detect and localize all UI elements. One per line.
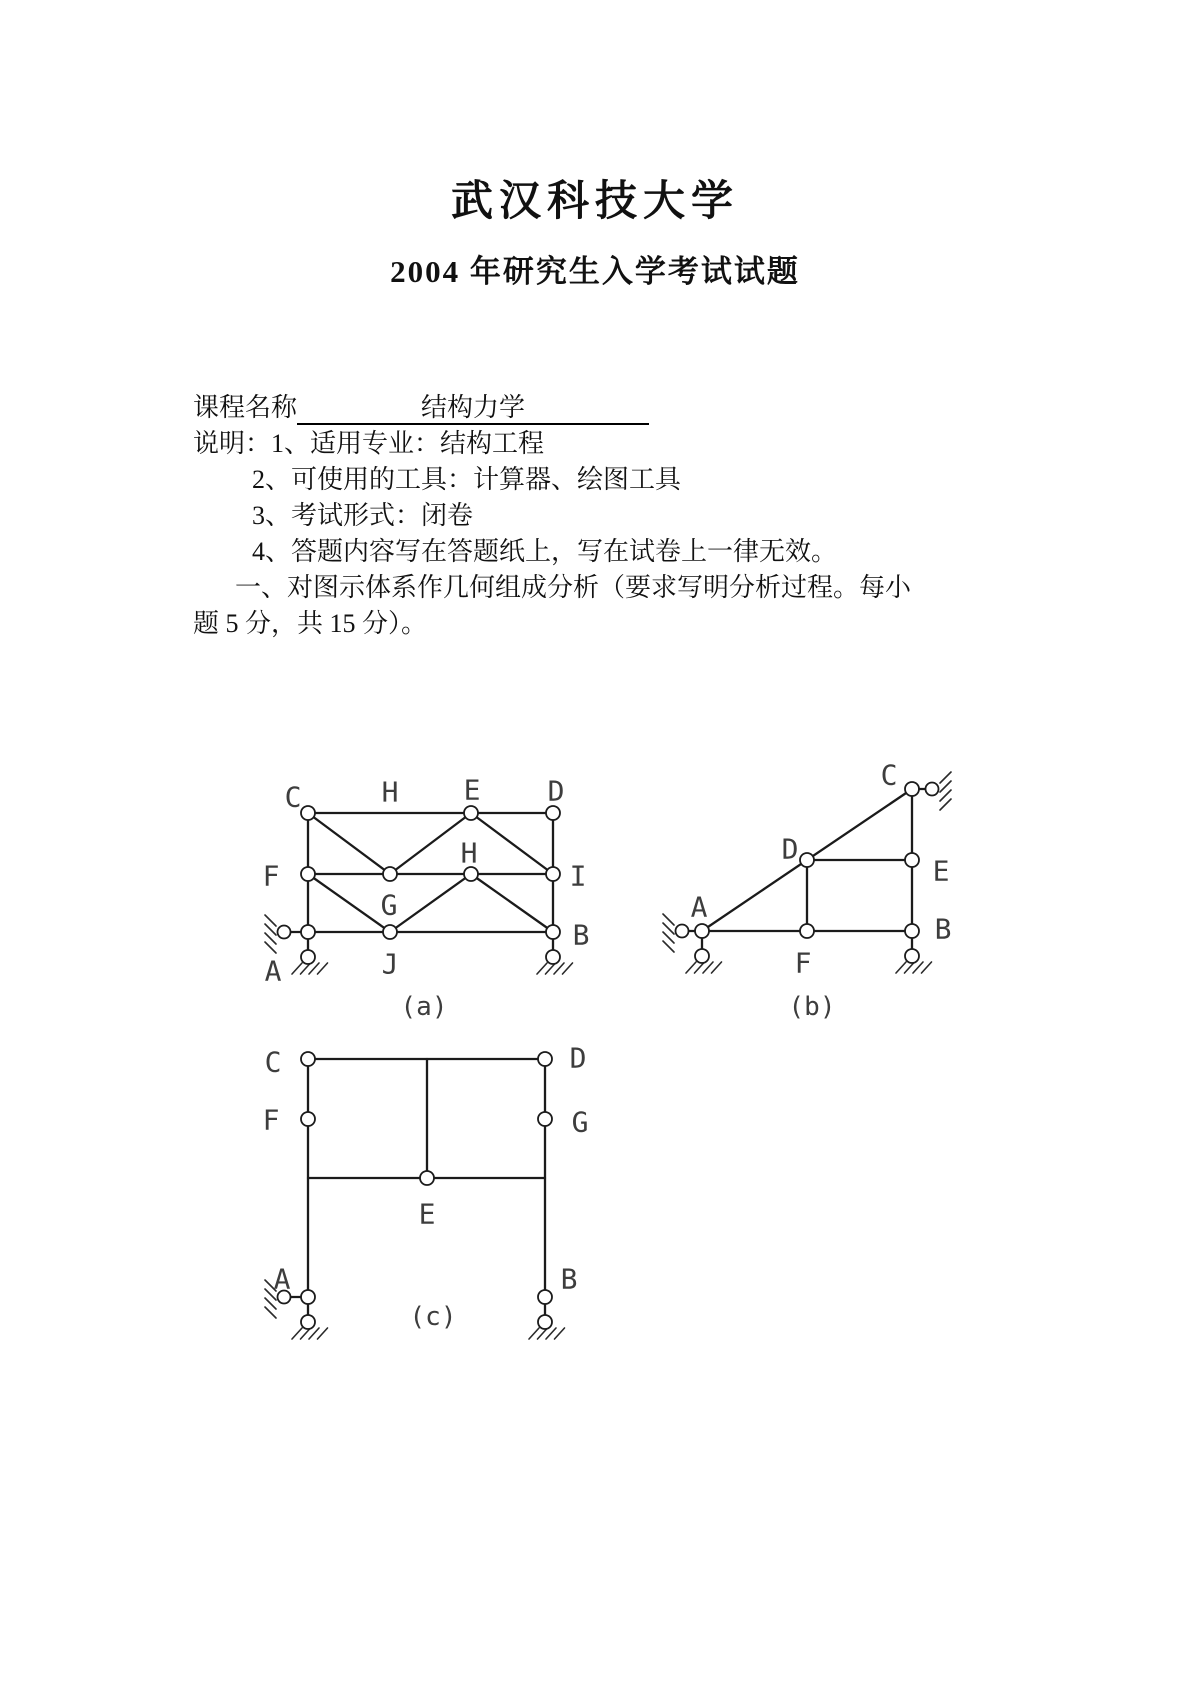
support-hatch (896, 962, 906, 973)
support-hatch (265, 942, 276, 953)
support-hatch (712, 962, 722, 973)
support-hatch (546, 1328, 556, 1339)
node-label: H (460, 836, 478, 870)
support-hatch (265, 1298, 276, 1309)
diagram-caption: (b) (788, 992, 836, 1022)
node-label: F (262, 859, 280, 893)
node-label: I (569, 859, 587, 893)
hinge-node (301, 1112, 315, 1126)
note-line-1: 说明：1、适用专业：结构工程 (193, 429, 545, 458)
hinge-node (538, 1112, 552, 1126)
node-label: D (547, 774, 565, 808)
hinge-node (301, 806, 315, 820)
hinge-node (301, 867, 315, 881)
node-label: E (418, 1197, 436, 1231)
hinge-node (464, 806, 478, 820)
pin-support-icon (546, 950, 560, 964)
support-hatch (292, 963, 302, 974)
pin-support-icon (695, 949, 709, 963)
support-hatch (663, 932, 674, 943)
node-label: D (569, 1041, 587, 1075)
node-label: J (381, 947, 399, 981)
support-hatch (913, 962, 923, 973)
hinge-node (905, 924, 919, 938)
hinge-node (301, 1052, 315, 1066)
member-line (390, 813, 471, 874)
support-hatch (265, 933, 276, 944)
support-hatch (292, 1328, 302, 1339)
support-hatch (940, 790, 951, 801)
support-hatch (265, 924, 276, 935)
diagram-caption: (a) (400, 992, 448, 1022)
hinge-node (420, 1171, 434, 1185)
node-label: G (380, 888, 398, 922)
hinge-node (301, 1290, 315, 1304)
roller-link-support-icon (676, 925, 689, 938)
diagram-caption: (c) (409, 1302, 457, 1332)
pin-support-icon (905, 949, 919, 963)
support-hatch (940, 781, 951, 792)
pin-support-icon (301, 1315, 315, 1329)
hinge-node (800, 853, 814, 867)
support-hatch (309, 963, 319, 974)
member-line (308, 874, 390, 932)
node-label: B (572, 918, 590, 952)
course-label: 课程名称 (193, 393, 298, 422)
support-hatch (555, 1328, 565, 1339)
question-1-line-1: 一、对图示体系作几何组成分析（要求写明分析过程。每小 (235, 573, 912, 602)
node-label: B (934, 912, 952, 946)
roller-link-support-icon (926, 783, 939, 796)
member-line (471, 874, 553, 932)
support-hatch (265, 915, 276, 926)
support-hatch (663, 923, 674, 934)
exam-title: 2004 年研究生入学考试试题 (390, 254, 800, 289)
node-label: E (463, 773, 481, 807)
hinge-node (905, 782, 919, 796)
node-label: F (262, 1103, 280, 1137)
hinge-node (800, 924, 814, 938)
university-title: 武汉科技大学 (450, 179, 739, 225)
support-hatch (537, 963, 547, 974)
member-line (308, 813, 390, 874)
node-label: C (264, 1045, 282, 1079)
support-hatch (554, 963, 564, 974)
hinge-node (301, 925, 315, 939)
note-line-3: 3、考试形式：闭卷 (252, 501, 474, 530)
support-hatch (265, 1307, 276, 1318)
support-hatch (529, 1328, 539, 1339)
node-label: C (284, 780, 302, 814)
course-name-value: 结构力学 (297, 393, 649, 425)
hinge-node (383, 925, 397, 939)
support-hatch (663, 914, 674, 925)
roller-link-support-icon (278, 926, 291, 939)
node-label: F (794, 946, 812, 980)
diagram-a (263, 774, 590, 1023)
question-1-line-2: 题 5 分，共 15 分）。 (193, 609, 428, 638)
node-label: C (880, 758, 898, 792)
hinge-node (695, 924, 709, 938)
hinge-node (538, 1052, 552, 1066)
hinge-node (383, 867, 397, 881)
node-label: H (381, 775, 399, 809)
support-hatch (318, 1328, 328, 1339)
hinge-node (546, 806, 560, 820)
diagram-b (663, 759, 951, 1023)
support-hatch (686, 962, 696, 973)
hinge-node (546, 925, 560, 939)
hinge-node (546, 867, 560, 881)
support-hatch (940, 772, 951, 783)
note-line-4: 4、答题内容写在答题纸上，写在试卷上一律无效。 (252, 537, 838, 566)
support-hatch (563, 963, 573, 974)
node-label: E (932, 854, 950, 888)
node-label: A (273, 1262, 291, 1296)
diagram-c (263, 1042, 589, 1340)
member-line (471, 813, 553, 874)
support-hatch (663, 941, 674, 952)
support-hatch (703, 962, 713, 973)
support-hatch (309, 1328, 319, 1339)
support-hatch (922, 962, 932, 973)
hinge-node (538, 1290, 552, 1304)
node-label: D (781, 832, 799, 866)
node-label: B (560, 1262, 578, 1296)
pin-support-icon (301, 950, 315, 964)
member-line (390, 874, 471, 932)
hinge-node (905, 853, 919, 867)
node-label: A (690, 890, 708, 924)
note-line-2: 2、可使用的工具：计算器、绘图工具 (252, 465, 682, 494)
support-hatch (940, 799, 951, 810)
pin-support-icon (538, 1315, 552, 1329)
node-label: A (264, 954, 282, 988)
node-label: G (571, 1105, 589, 1139)
support-hatch (318, 963, 328, 974)
